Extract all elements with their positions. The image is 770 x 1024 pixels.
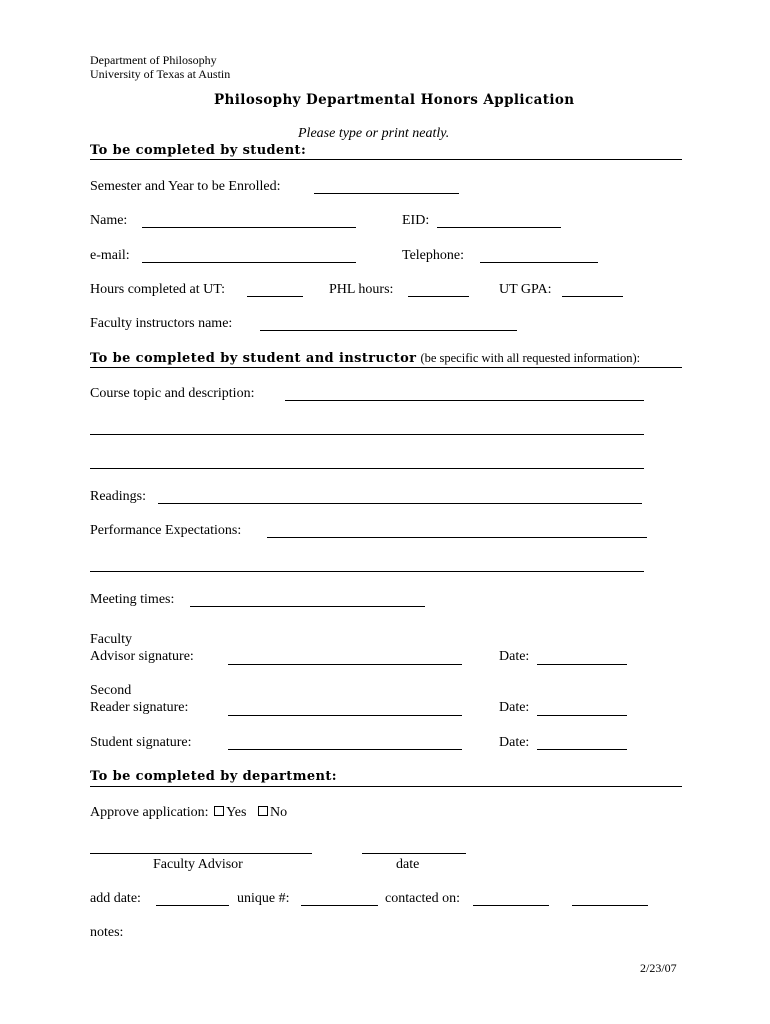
telephone-field[interactable]	[480, 262, 598, 263]
faculty-instructor-label: Faculty instructors name:	[90, 316, 233, 331]
student-signature-field[interactable]	[228, 749, 462, 750]
approve-label: Approve application:	[90, 805, 209, 820]
student-date-label: Date:	[499, 735, 530, 750]
second-reader-date-label: Date:	[499, 700, 530, 715]
course-label: Course topic and description:	[90, 386, 255, 401]
student-sig-label: Student signature:	[90, 735, 192, 750]
yes-label: Yes	[226, 805, 247, 820]
email-label: e-mail:	[90, 248, 130, 263]
instructor-section-heading: To be completed by student and instructor	[90, 351, 417, 366]
department-name: Department of Philosophy	[90, 53, 217, 67]
faculty-signature-field[interactable]	[228, 664, 462, 665]
meeting-times-field[interactable]	[190, 606, 425, 607]
meeting-times-label: Meeting times:	[90, 592, 175, 607]
checkbox-icon	[258, 806, 268, 816]
name-label: Name:	[90, 213, 128, 228]
hours-label: Hours completed at UT:	[90, 282, 225, 297]
contacted-field[interactable]	[473, 905, 549, 906]
instruction-text: Please type or print neatly.	[298, 126, 450, 141]
name-field[interactable]	[142, 227, 356, 228]
faculty-date-field[interactable]	[537, 664, 627, 665]
add-date-field[interactable]	[156, 905, 229, 906]
phl-hours-label: PHL hours:	[329, 282, 394, 297]
telephone-label: Telephone:	[402, 248, 464, 263]
hours-field[interactable]	[247, 296, 303, 297]
eid-label: EID:	[402, 213, 430, 228]
instructor-section-note: (be specific with all requested information):	[420, 351, 641, 365]
version-date: 2/23/07	[640, 961, 677, 975]
department-section-heading: To be completed by department:	[90, 769, 337, 784]
semester-field[interactable]	[314, 193, 459, 194]
readings-field[interactable]	[158, 503, 642, 504]
university-name: University of Texas at Austin	[90, 67, 231, 81]
extra-field[interactable]	[572, 905, 648, 906]
faculty-instructor-field[interactable]	[260, 330, 517, 331]
section-divider	[90, 786, 682, 787]
eid-field[interactable]	[437, 227, 561, 228]
second-reader-date-field[interactable]	[537, 715, 627, 716]
checkbox-icon	[214, 806, 224, 816]
unique-field[interactable]	[301, 905, 378, 906]
email-field[interactable]	[142, 262, 356, 263]
add-date-label: add date:	[90, 891, 141, 906]
date-caption: date	[396, 857, 420, 872]
performance-label: Performance Expectations:	[90, 523, 242, 538]
section-divider	[90, 367, 682, 368]
course-field-line-3[interactable]	[90, 468, 644, 469]
course-field[interactable]	[285, 400, 644, 401]
performance-field[interactable]	[267, 537, 647, 538]
second-sig-label-line1: Second	[90, 683, 132, 698]
readings-label: Readings:	[90, 489, 146, 504]
faculty-date-label: Date:	[499, 649, 530, 664]
student-section-heading: To be completed by student:	[90, 143, 307, 158]
second-reader-signature-field[interactable]	[228, 715, 462, 716]
department-date-field[interactable]	[362, 853, 466, 854]
unique-label: unique #:	[237, 891, 290, 906]
course-field-line-2[interactable]	[90, 434, 644, 435]
no-checkbox[interactable]	[258, 805, 287, 820]
faculty-advisor-field[interactable]	[90, 853, 312, 854]
notes-label: notes:	[90, 925, 124, 940]
second-sig-label-line2: Reader signature:	[90, 700, 189, 715]
instructor-section-heading-row	[90, 349, 640, 367]
section-divider	[90, 159, 682, 160]
no-label: No	[269, 805, 288, 820]
gpa-field[interactable]	[562, 296, 623, 297]
contacted-label: contacted on:	[385, 891, 461, 906]
yes-checkbox[interactable]	[214, 805, 246, 820]
student-date-field[interactable]	[537, 749, 627, 750]
faculty-advisor-caption: Faculty Advisor	[153, 857, 243, 872]
faculty-sig-label-line1: Faculty	[90, 632, 132, 647]
approve-row	[90, 805, 287, 821]
gpa-label: UT GPA:	[499, 282, 552, 297]
page-title: Philosophy Departmental Honors Application	[214, 92, 575, 108]
faculty-sig-label-line2: Advisor signature:	[90, 649, 194, 664]
performance-field-line-2[interactable]	[90, 571, 644, 572]
semester-label: Semester and Year to be Enrolled:	[90, 179, 281, 194]
phl-hours-field[interactable]	[408, 296, 469, 297]
